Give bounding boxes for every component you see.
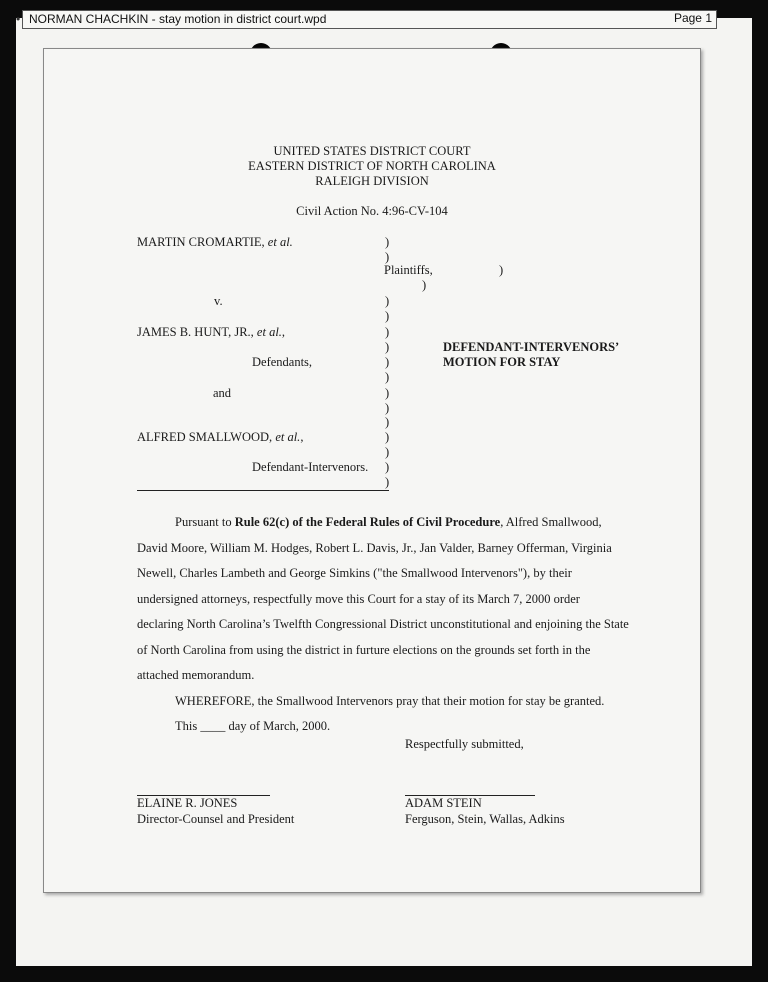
- caption-paren: ): [385, 294, 390, 308]
- body-paragraph-line: declaring North Carolina’s Twelfth Congressional District unconstitutional and enjoining the State: [137, 617, 629, 631]
- motion-title-line1: DEFENDANT-INTERVENORS’: [443, 340, 620, 354]
- document-page: [43, 48, 701, 893]
- caption-paren: ): [385, 386, 390, 400]
- caption-paren: ): [385, 355, 390, 369]
- caption-paren: ): [499, 263, 504, 277]
- court-division: RALEIGH DIVISION: [315, 174, 429, 188]
- intervenors-label: Defendant-Intervenors.: [252, 460, 369, 474]
- closing: Respectfully submitted,: [405, 737, 524, 751]
- court-district: EASTERN DISTRICT OF NORTH CAROLINA: [248, 159, 496, 173]
- body-paragraph-line: of North Carolina from using the district in furture elections on the grounds set forth in the: [137, 643, 591, 657]
- caption-paren: ): [385, 415, 390, 429]
- civil-action-number: Civil Action No. 4:96-CV-104: [296, 204, 448, 218]
- caption-paren: ): [385, 309, 390, 323]
- margin-mark: •: [16, 12, 21, 26]
- and-label: and: [213, 386, 232, 400]
- page-number: Page 1: [673, 11, 712, 25]
- caption-paren: ): [385, 340, 390, 354]
- body-paragraph-line: attached memorandum.: [137, 668, 255, 682]
- body-paragraph-line: David Moore, William M. Hodges, Robert L. Davis, Jr., Jan Valder, Barney Offerman, Virginia: [137, 541, 612, 555]
- caption-paren: ): [385, 445, 390, 459]
- caption-rule: [137, 490, 389, 491]
- body-paragraph-line: Newell, Charles Lambeth and George Simkins ("the Smallwood Intervenors"), by their: [137, 566, 572, 580]
- plaintiff-name: MARTIN CROMARTIE, et al.: [137, 235, 293, 249]
- caption-paren: ): [385, 325, 390, 339]
- court-name: UNITED STATES DISTRICT COURT: [273, 144, 471, 158]
- intervenor-name: ALFRED SMALLWOOD, et al.,: [137, 430, 304, 444]
- caption-paren: ): [385, 460, 390, 474]
- document-filename: NORMAN CHACHKIN - stay motion in district court.wpd: [29, 12, 327, 26]
- caption-paren: ): [385, 250, 390, 264]
- signer-left-title: Director-Counsel and President: [137, 812, 295, 826]
- signer-right-firm: Ferguson, Stein, Wallas, Adkins: [405, 812, 565, 826]
- caption-paren: ): [385, 235, 390, 249]
- body-paragraph-line: undersigned attorneys, respectfully move this Court for a stay of its March 7, 2000 order: [137, 592, 580, 606]
- document-title-bar: [22, 10, 717, 29]
- defendants-label: Defendants,: [252, 355, 313, 369]
- caption-paren: ): [385, 430, 390, 444]
- motion-title-line2: MOTION FOR STAY: [443, 355, 561, 369]
- versus: v.: [214, 294, 223, 308]
- caption-paren: ): [385, 370, 390, 384]
- plaintiffs-label: Plaintiffs,: [384, 263, 433, 277]
- defendant-name: JAMES B. HUNT, JR., et al.,: [137, 325, 286, 339]
- caption-paren: ): [385, 401, 390, 415]
- signer-right-name: ADAM STEIN: [405, 796, 482, 810]
- body-paragraph-line: Pursuant to Rule 62(c) of the Federal Rules of Civil Procedure, Alfred Smallwood,: [175, 515, 602, 529]
- signer-left-name: ELAINE R. JONES: [137, 796, 238, 810]
- date-line: This ____ day of March, 2000.: [175, 719, 331, 733]
- wherefore-clause: WHEREFORE, the Smallwood Intervenors pray that their motion for stay be granted.: [175, 694, 605, 708]
- caption-paren: ): [422, 278, 427, 292]
- caption-paren: ): [385, 475, 390, 489]
